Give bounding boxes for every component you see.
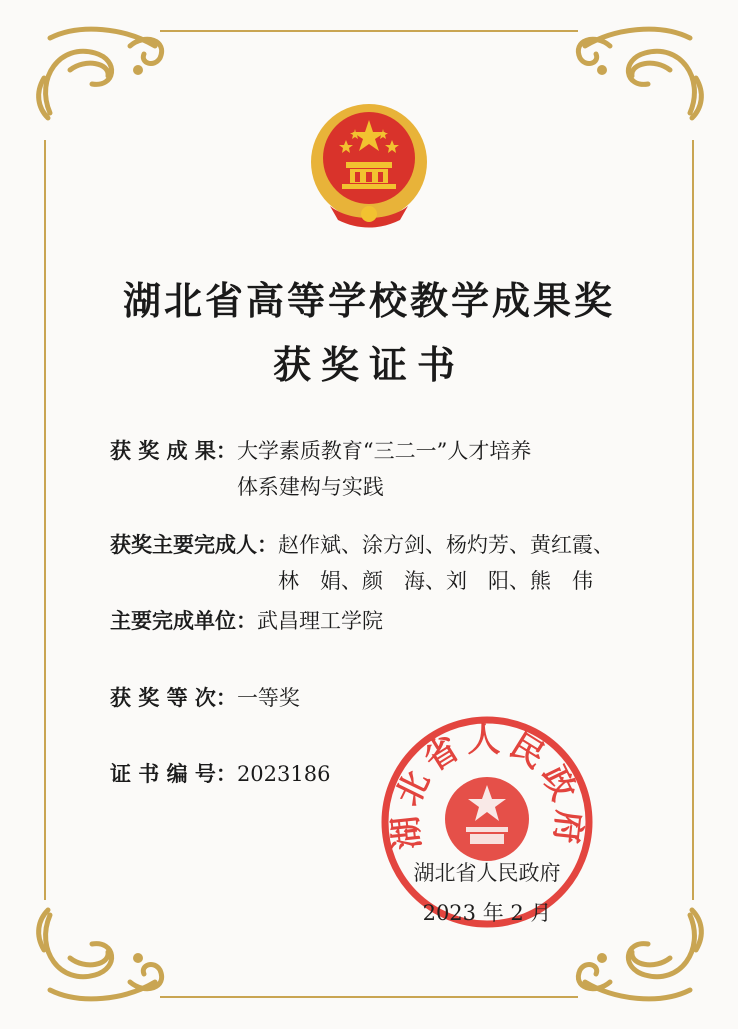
completers-value-line1: 赵作斌、涂方剑、杨灼芳、黄红霞、 xyxy=(278,533,614,557)
achievement-label: 获 奖 成 果： xyxy=(110,438,237,463)
certificate-title: 湖北省高等学校教学成果奖 xyxy=(122,278,615,323)
achievement-value-line1: 大学素质教育“三二一”人才培养 xyxy=(236,439,532,463)
field-achievement xyxy=(110,433,531,505)
grade-value: 一等奖 xyxy=(236,686,300,710)
top-right-ornament-icon xyxy=(560,18,710,128)
grade-label: 获 奖 等 次： xyxy=(110,685,237,710)
completers-value-line2: 林 娟、颜 海、刘 阳、熊 伟 xyxy=(278,569,593,593)
frame-right-line xyxy=(692,140,694,900)
frame-bottom-line xyxy=(160,996,578,998)
field-certificate-number xyxy=(110,756,330,792)
unit-value: 武昌理工学院 xyxy=(257,609,383,633)
field-grade xyxy=(110,680,300,716)
unit-label: 主要完成单位： xyxy=(110,608,257,633)
issue-date: 2023 年 2 月 xyxy=(422,901,552,925)
frame-top-line xyxy=(160,30,578,32)
field-completers xyxy=(110,527,614,599)
svg-text:湖北省人民政府: 湖北省人民政府 xyxy=(384,720,590,852)
field-unit xyxy=(110,603,383,639)
completers-value xyxy=(278,527,614,599)
completers-label: 获奖主要完成人： xyxy=(110,532,278,557)
achievement-value-line2: 体系建构与实践 xyxy=(236,475,384,499)
top-left-ornament-icon xyxy=(30,18,180,128)
national-emblem-icon xyxy=(300,96,438,234)
achievement-value xyxy=(237,433,531,505)
frame-left-line xyxy=(44,140,46,900)
certificate-number-label: 证 书 编 号： xyxy=(110,761,237,786)
certificate-subtitle: 获奖证书 xyxy=(272,342,465,387)
certificate-number-value: 2023186 xyxy=(236,762,331,786)
bottom-left-ornament-icon xyxy=(30,900,180,1010)
issuing-organization: 湖北省人民政府 xyxy=(413,861,561,885)
